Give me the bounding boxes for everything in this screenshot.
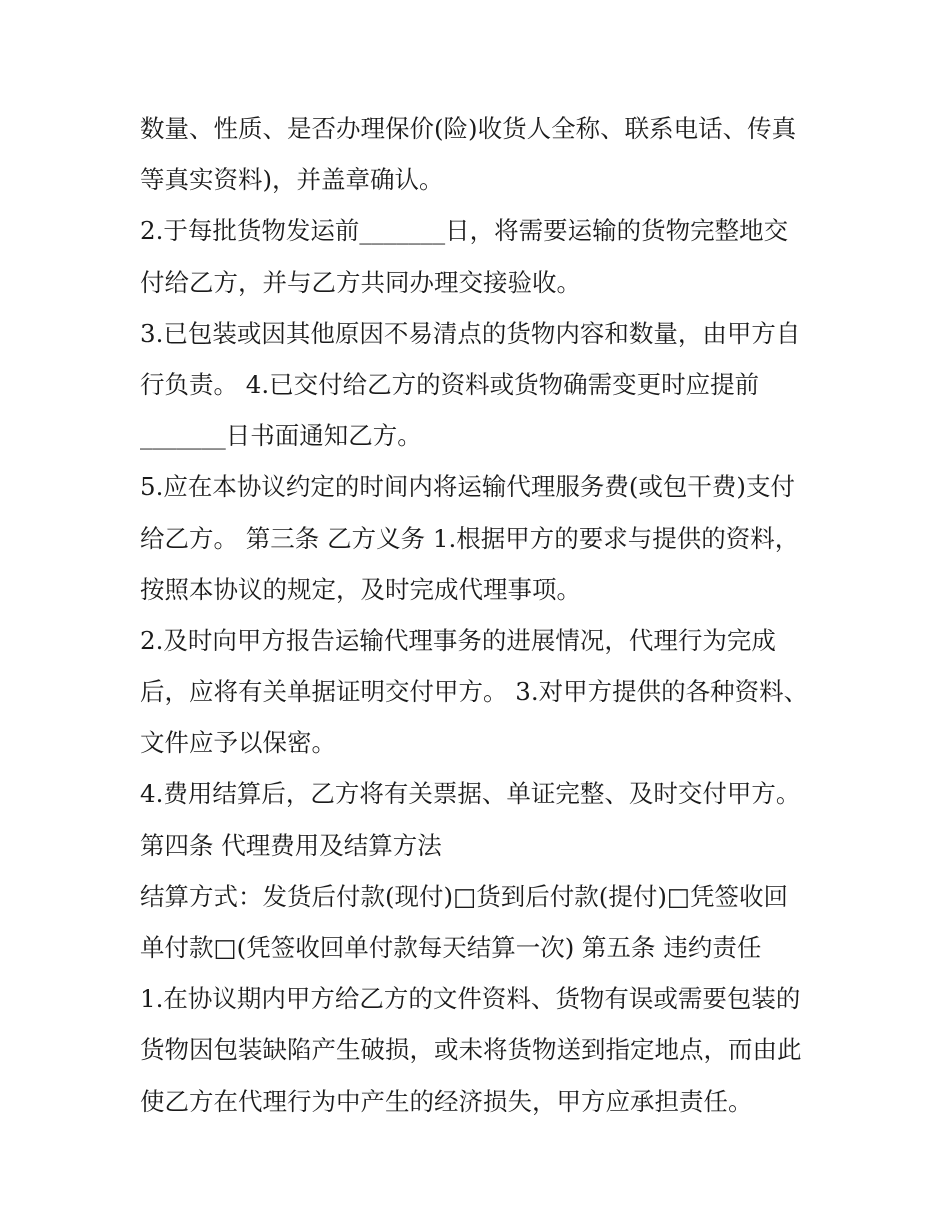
section-heading: 第四条 代理费用及结算方法 (140, 830, 442, 860)
text-line: 付给乙方，并与乙方共同办理交接验收。 (140, 267, 581, 297)
document-body (140, 103, 830, 1127)
text-line: 单付款□(凭签收回单付款每天结算一次) 第五条 违约责任 (140, 933, 762, 962)
text-line: 4.费用结算后，乙方将有关票据、单证完整、及时交付甲方。 (140, 779, 801, 809)
text-line: 货物因包装缺陷产生破损，或未将货物送到指定地点，而由此 (140, 1035, 802, 1065)
text-line: 等真实资料)，并盖章确认。 (140, 165, 444, 195)
text-line: _______日书面通知乙方。 (140, 421, 422, 451)
text-line: 按照本协议的规定，及时完成代理事项。 (140, 574, 581, 604)
text-line: 行负责。 4.已交付给乙方的资料或货物确需变更时应提前 (140, 369, 760, 399)
text-line: 使乙方在代理行为中产生的经济损失，甲方应承担责任。 (140, 1086, 753, 1116)
text-line: 3.已包装或因其他原因不易清点的货物内容和数量，由甲方自 (140, 318, 801, 348)
text-line: 文件应予以保密。 (140, 728, 336, 758)
text-line: 后，应将有关单据证明交付甲方。 3.对甲方提供的各种资料、 (140, 677, 809, 707)
text-line: 1.在协议期内甲方给乙方的文件资料、货物有误或需要包装的 (140, 984, 801, 1014)
text-line: 2.及时向甲方报告运输代理事务的进展情况，代理行为完成 (140, 625, 776, 655)
text-line: 给乙方。 第三条 乙方义务 1.根据甲方的要求与提供的资料， (140, 523, 800, 553)
text-line: 数量、性质、是否办理保价(险)收货人全称、联系电话、传真 (140, 114, 797, 143)
text-line: 5.应在本协议约定的时间内将运输代理服务费(或包干费)支付 (140, 472, 795, 502)
text-line: 结算方式：发货后付款(现付)□货到后付款(提付)□凭签收回 (140, 881, 789, 911)
text-line: 2.于每批货物发运前_______日，将需要运输的货物完整地交 (140, 216, 789, 246)
